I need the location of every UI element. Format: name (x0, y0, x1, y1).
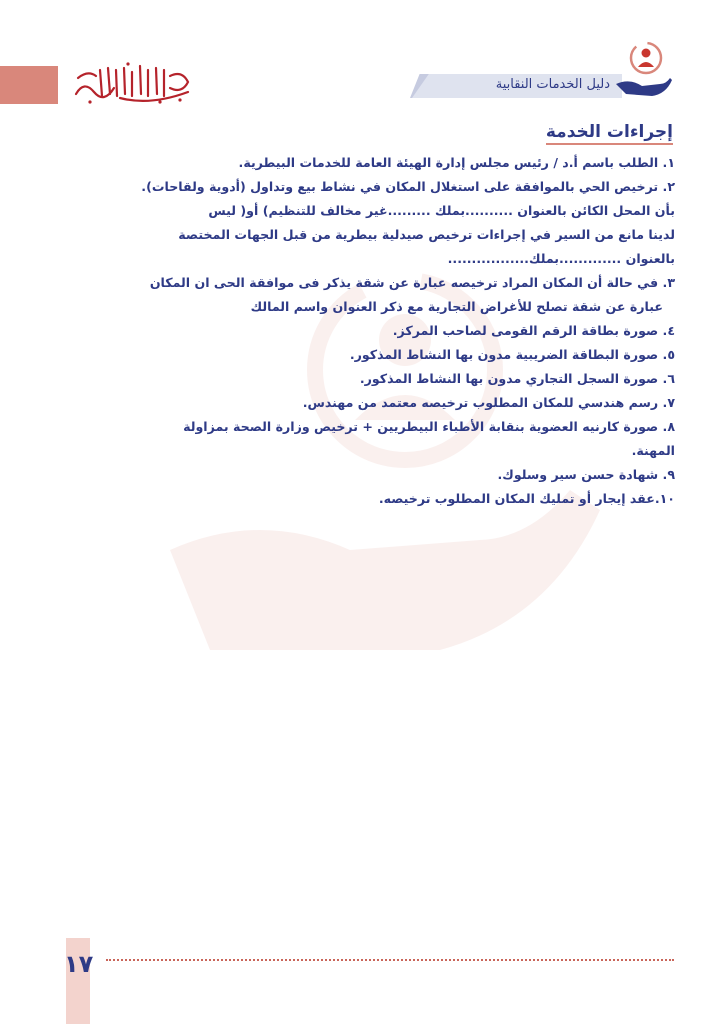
procedure-item-9: ٩. شهادة حسن سير وسلوك. (497, 467, 675, 482)
procedure-item-2: ٢. ترخيص الحي بالموافقة على استغلال المكان في نشاط بيع وتداول (أدوية ولقاحات). (141, 179, 675, 194)
hand-person-icon (612, 40, 674, 102)
syndicate-logo (70, 58, 196, 108)
procedure-item-4: ٤. صورة بطاقة الرقم القومى لصاحب المركز. (392, 323, 675, 338)
procedure-item-3: ٣. في حالة أن المكان المراد ترخيصه عبارة عن شقة يذكر فى موافقة الحى ان المكان (149, 275, 675, 290)
section-heading: إجراءات الخدمة (546, 122, 673, 145)
procedure-item-8: ٨. صورة كارنيه العضوية بنقابة الأطباء البيطريين + ترخيص وزارة الصحة بمزاولة (183, 419, 675, 434)
procedure-item-2-line-2: بأن المحل الكائن بالعنوان ..........بملك .........غير مخالف للتنظيم) أو( ليس (208, 203, 675, 218)
procedure-item-1: ١. الطلب باسم أ.د / رئيس مجلس إدارة الهيئة العامة للخدمات البيطرية. (238, 155, 675, 170)
procedure-item-10: ١٠.عقد إيجار أو تمليك المكان المطلوب ترخيصه. (378, 491, 675, 506)
procedure-item-5: ٥. صورة البطاقة الضريبية مدون بها النشاط المذكور. (349, 347, 675, 362)
procedure-item-8-line-2: المهنة. (631, 443, 675, 458)
top-accent-strip (0, 66, 58, 104)
header-banner (410, 74, 674, 98)
page-number: ١٧ (64, 950, 94, 978)
procedure-item-2-line-3: لدينا مانع من السير في إجراءات ترخيص صيدلية بيطرية من قبل الجهات المختصة (178, 227, 675, 242)
procedure-item-6: ٦. صورة السجل التجاري مدون بها النشاط المذكور. (359, 371, 675, 386)
footer-dotted-rule (106, 959, 674, 961)
service-procedures (62, 122, 675, 511)
procedure-item-3-line-2: عبارة عن شقة تصلح للأغراض التجارية مع ذكر العنوان واسم المالك (250, 299, 663, 314)
procedure-item-7: ٧. رسم هندسي للمكان المطلوب ترخيصه معتمد من مهندس. (302, 395, 675, 410)
procedure-item-2-line-4: بالعنوان .............بملك................. (447, 251, 675, 266)
banner-title: دليل الخدمات النقابية (495, 77, 610, 92)
